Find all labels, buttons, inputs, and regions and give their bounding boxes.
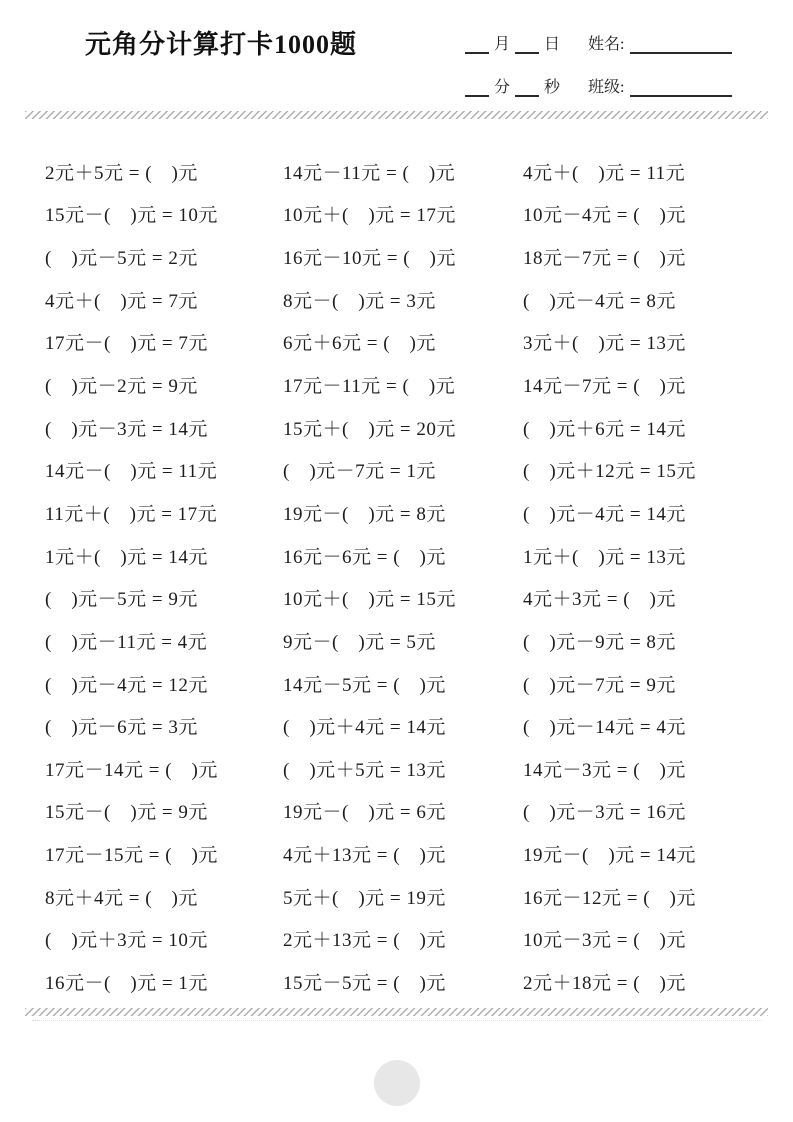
problem-cell: 17元－11元 = ( )元	[283, 376, 456, 398]
problem-cell: ( )元－5元 = 2元	[45, 248, 198, 270]
problem-cell: 6元＋6元 = ( )元	[283, 333, 436, 355]
top-divider	[25, 111, 768, 119]
problem-cell: 2元＋13元 = ( )元	[283, 930, 446, 952]
problem-cell: 15元－( )元 = 9元	[45, 802, 208, 824]
class-blank	[630, 77, 732, 97]
problem-cell: ( )元－4元 = 8元	[523, 290, 676, 312]
problem-cell: ( )元－14元 = 4元	[523, 717, 686, 739]
date-name-row	[460, 28, 760, 54]
problem-cell: 10元－4元 = ( )元	[523, 205, 686, 227]
problem-cell: 1元＋( )元 = 14元	[45, 546, 208, 568]
problem-cell: ( )元＋12元 = 15元	[523, 461, 696, 483]
problem-cell: 16元－12元 = ( )元	[523, 887, 696, 909]
problem-cell: ( )元＋6元 = 14元	[523, 418, 686, 440]
minute-blank	[465, 77, 489, 97]
problem-cell: 4元＋3元 = ( )元	[523, 589, 676, 611]
problem-cell: 4元＋( )元 = 11元	[523, 162, 686, 184]
problem-cell: 10元＋( )元 = 17元	[283, 205, 456, 227]
problem-cell: ( )元＋3元 = 10元	[45, 930, 208, 952]
problem-cell: 5元＋( )元 = 19元	[283, 887, 446, 909]
problem-cell: ( )元－7元 = 9元	[523, 674, 676, 696]
problem-cell: 15元－5元 = ( )元	[283, 972, 446, 994]
day-blank	[515, 34, 539, 54]
problems-grid	[45, 150, 773, 1003]
problem-cell: 17元－14元 = ( )元	[45, 759, 218, 781]
problem-cell: 4元＋13元 = ( )元	[283, 845, 446, 867]
month-blank	[465, 34, 489, 54]
header-fields	[460, 28, 760, 114]
problem-cell: ( )元＋4元 = 14元	[283, 717, 446, 739]
problem-cell: 14元－7元 = ( )元	[523, 376, 686, 398]
problem-cell: 8元－( )元 = 3元	[283, 290, 436, 312]
problem-cell: 16元－( )元 = 1元	[45, 972, 208, 994]
day-label: 日	[544, 36, 561, 53]
name-blank	[630, 34, 732, 54]
bottom-divider-underline	[32, 1020, 762, 1021]
problem-cell: 19元－( )元 = 6元	[283, 802, 446, 824]
minute-label: 分	[494, 79, 511, 96]
time-class-row	[460, 71, 760, 97]
problem-cell: ( )元＋5元 = 13元	[283, 759, 446, 781]
problem-cell: ( )元－4元 = 14元	[523, 503, 686, 525]
problem-cell: 16元－6元 = ( )元	[283, 546, 446, 568]
problem-cell: 17元－( )元 = 7元	[45, 333, 208, 355]
problem-cell: ( )元－5元 = 9元	[45, 589, 198, 611]
problem-cell: ( )元－2元 = 9元	[45, 376, 198, 398]
page-title: 元角分计算打卡1000题	[85, 30, 358, 59]
problem-cell: 14元－3元 = ( )元	[523, 759, 686, 781]
problem-cell: 17元－15元 = ( )元	[45, 845, 218, 867]
problem-cell: 14元－5元 = ( )元	[283, 674, 446, 696]
second-label: 秒	[544, 79, 561, 96]
problem-cell: 1元＋( )元 = 13元	[523, 546, 686, 568]
page-indicator-circle	[374, 1060, 420, 1106]
problem-cell: 19元－( )元 = 14元	[523, 845, 696, 867]
problem-cell: ( )元－3元 = 14元	[45, 418, 208, 440]
problem-cell: 8元＋4元 = ( )元	[45, 887, 198, 909]
problem-cell: ( )元－4元 = 12元	[45, 674, 208, 696]
problem-cell: 10元＋( )元 = 15元	[283, 589, 456, 611]
name-label: 姓名:	[588, 36, 625, 53]
problem-cell: 15元－( )元 = 10元	[45, 205, 218, 227]
second-blank	[515, 77, 539, 97]
problem-cell: 2元＋18元 = ( )元	[523, 972, 686, 994]
problem-cell: ( )元－11元 = 4元	[45, 631, 208, 653]
problem-cell: 2元＋5元 = ( )元	[45, 162, 198, 184]
problem-cell: 19元－( )元 = 8元	[283, 503, 446, 525]
problem-cell: 14元－11元 = ( )元	[283, 162, 456, 184]
class-label: 班级:	[588, 79, 625, 96]
problem-cell: 15元＋( )元 = 20元	[283, 418, 456, 440]
bottom-divider	[25, 1008, 768, 1016]
problem-cell: 14元－( )元 = 11元	[45, 461, 218, 483]
problem-cell: 16元－10元 = ( )元	[283, 248, 456, 270]
problem-cell: 3元＋( )元 = 13元	[523, 333, 686, 355]
problem-cell: ( )元－7元 = 1元	[283, 461, 436, 483]
problem-cell: ( )元－3元 = 16元	[523, 802, 686, 824]
month-label: 月	[494, 36, 511, 53]
problem-cell: 10元－3元 = ( )元	[523, 930, 686, 952]
problem-cell: 4元＋( )元 = 7元	[45, 290, 198, 312]
problem-cell: ( )元－6元 = 3元	[45, 717, 198, 739]
problem-cell: ( )元－9元 = 8元	[523, 631, 676, 653]
problem-cell: 11元＋( )元 = 17元	[45, 503, 218, 525]
problem-cell: 9元－( )元 = 5元	[283, 631, 436, 653]
problem-cell: 18元－7元 = ( )元	[523, 248, 686, 270]
